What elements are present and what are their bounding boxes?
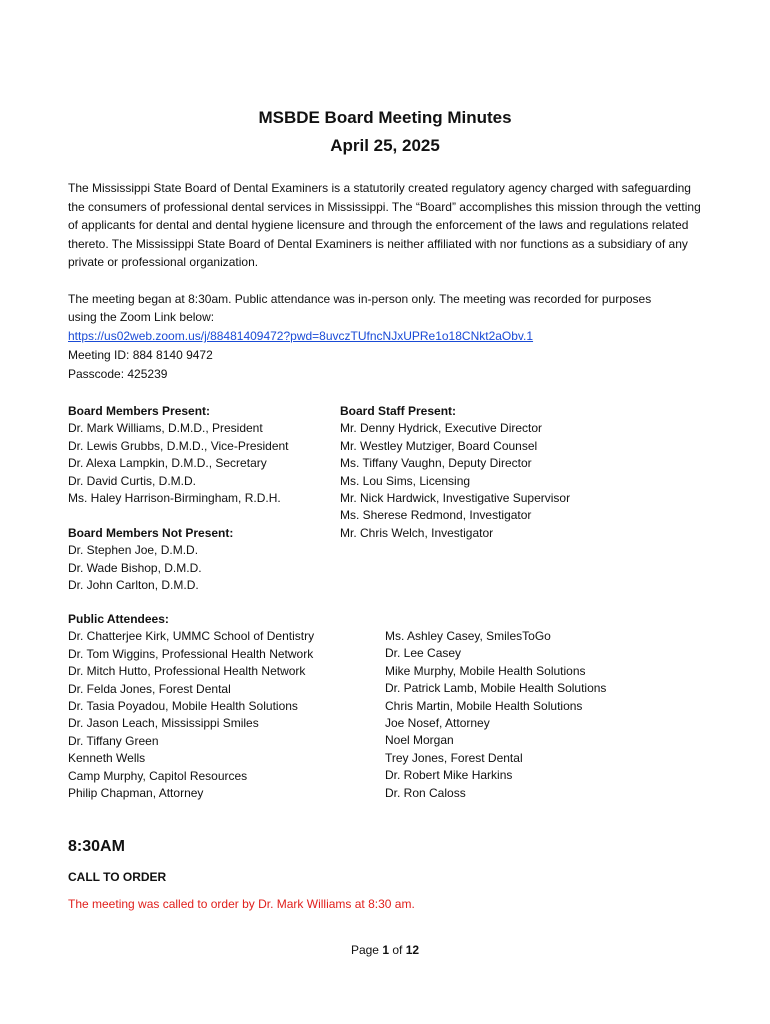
list-item: Dr. Tasia Poyadou, Mobile Health Solutions	[68, 699, 298, 714]
document-title: MSBDE Board Meeting Minutes	[258, 108, 512, 127]
call-to-order-heading: CALL TO ORDER	[68, 870, 167, 884]
page-prefix: Page	[350, 943, 383, 957]
list-item: Mike Murphy, Mobile Health Solutions	[385, 663, 586, 678]
list-item: Dr. Alexa Lampkin, D.M.D., Secretary	[68, 456, 267, 471]
passcode: Passcode: 425239	[68, 367, 168, 381]
list-item: Chris Martin, Mobile Health Solutions	[385, 698, 583, 713]
board-not-present-heading: Board Members Not Present:	[68, 526, 234, 540]
list-item: Joe Nosef, Attorney	[385, 716, 490, 731]
list-item: Noel Morgan	[385, 733, 454, 748]
list-item: Philip Chapman, Attorney	[68, 786, 204, 801]
list-item: Mr. Nick Hardwick, Investigative Supervisor	[340, 491, 571, 506]
list-item: Dr. Mark Williams, D.M.D., President	[68, 421, 263, 436]
staff-present-section	[340, 403, 570, 542]
list-item: Dr. Lewis Grubbs, D.M.D., Vice-President	[68, 438, 289, 453]
list-item: Dr. Robert Mike Harkins	[385, 768, 513, 783]
list-item: Ms. Sherese Redmond, Investigator	[340, 508, 532, 523]
list-item: Dr. John Carlton, D.M.D.	[68, 578, 199, 593]
meeting-info-line-2: using the Zoom Link below:	[68, 310, 215, 324]
list-item: Ms. Tiffany Vaughn, Deputy Director	[340, 456, 532, 471]
public-attendees-left	[68, 611, 314, 802]
list-item: Ms. Lou Sims, Licensing	[340, 473, 471, 488]
list-item: Dr. David Curtis, D.M.D.	[68, 473, 197, 488]
list-item: Mr. Denny Hydrick, Executive Director	[340, 421, 543, 436]
page-total: 12	[405, 943, 420, 957]
list-item: Dr. Stephen Joe, D.M.D.	[68, 543, 199, 558]
page-of: of	[389, 943, 406, 957]
call-to-order-note: The meeting was called to order by Dr. Mark Williams at 8:30 am.	[68, 897, 415, 911]
meeting-info-line-1: The meeting began at 8:30am. Public attendance was in-person only. The meeting was recorded for purposes	[68, 292, 652, 306]
board-present-section	[68, 403, 289, 507]
board-not-present-section	[68, 525, 233, 595]
list-item: Dr. Tom Wiggins, Professional Health Network	[68, 646, 314, 661]
list-item: Trey Jones, Forest Dental	[385, 750, 523, 765]
list-item: Dr. Jason Leach, Mississippi Smiles	[68, 716, 259, 731]
list-item: Dr. Lee Casey	[385, 646, 462, 661]
list-item: Dr. Tiffany Green	[68, 733, 159, 748]
list-item: Ms. Ashley Casey, SmilesToGo	[385, 629, 551, 643]
list-item: Dr. Chatterjee Kirk, UMMC School of Dentistry	[68, 629, 315, 644]
meeting-id: Meeting ID: 884 8140 9472	[68, 348, 213, 362]
list-item: Dr. Mitch Hutto, Professional Health Network	[68, 664, 306, 679]
public-attendees-heading: Public Attendees:	[68, 612, 169, 626]
list-item: Dr. Felda Jones, Forest Dental	[68, 681, 231, 696]
public-attendees-right	[385, 628, 606, 802]
zoom-link[interactable]: https://us02web.zoom.us/j/88481409472?pwd=8uvczTUfncNJxUPRe1o18CNkt2aObv.1	[68, 329, 534, 343]
list-item: Camp Murphy, Capitol Resources	[68, 768, 248, 783]
list-item: Ms. Haley Harrison-Birmingham, R.D.H.	[68, 491, 281, 506]
page-number: 1	[382, 943, 389, 957]
list-item: Dr. Patrick Lamb, Mobile Health Solutions	[385, 681, 607, 696]
agenda-time: 8:30AM	[68, 838, 125, 855]
intro-paragraph: The Mississippi State Board of Dental Examiners is a statutorily created regulatory agency charged with safeguarding the consumers of professional dental services in Mississippi. The “Board” accomplishes this mission through the vetting of applicants for dental and dental hygiene licensure and through the enforcement of the laws and regulations related thereto. The Mississippi State Board of Dental Examiners is neither affiliated with nor functions as a subsidiary of any private or professional organization.	[68, 181, 701, 269]
staff-present-heading: Board Staff Present:	[340, 404, 457, 418]
list-item: Dr. Ron Caloss	[385, 785, 466, 800]
list-item: Mr. Chris Welch, Investigator	[340, 525, 494, 540]
list-item: Dr. Wade Bishop, D.M.D.	[68, 560, 202, 575]
document-date: April 25, 2025	[330, 136, 440, 155]
list-item: Mr. Westley Mutziger, Board Counsel	[340, 438, 538, 453]
board-present-heading: Board Members Present:	[68, 404, 211, 418]
zoom-link-line	[68, 328, 533, 345]
page-footer	[0, 943, 770, 957]
list-item: Kenneth Wells	[68, 751, 146, 766]
